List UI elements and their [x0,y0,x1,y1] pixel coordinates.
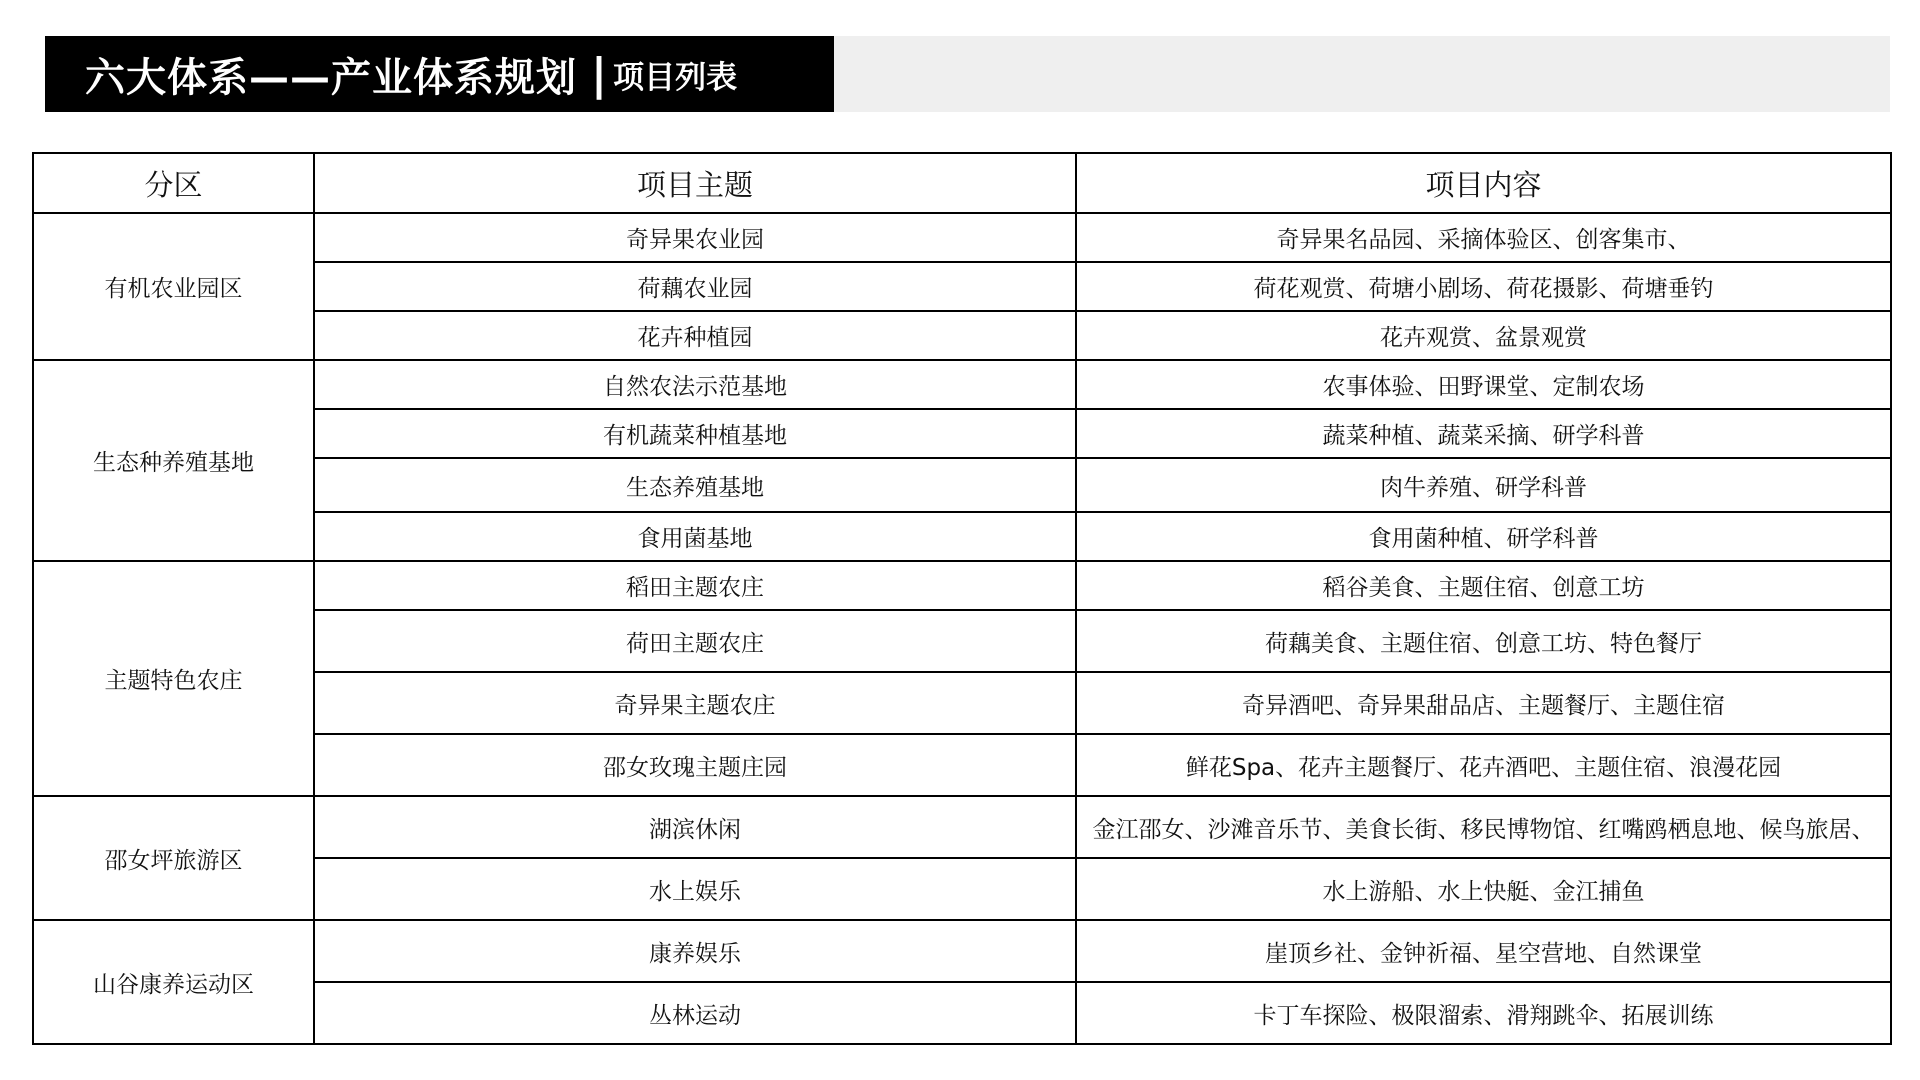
theme-cell: 水上娱乐 [314,858,1076,920]
column-header-zone: 分区 [33,153,314,213]
content-cell: 奇异酒吧、奇异果甜品店、主题餐厅、主题住宿 [1076,672,1891,734]
theme-cell: 邵女玫瑰主题庄园 [314,734,1076,796]
content-cell: 水上游船、水上快艇、金江捕鱼 [1076,858,1891,920]
table-row [33,796,1891,858]
page-title: 六大体系——产业体系规划 [85,54,577,101]
content-cell: 卡丁车探险、极限溜索、滑翔跳伞、拓展训练 [1076,982,1891,1044]
content-cell: 崖顶乡社、金钟祈福、星空营地、自然课堂 [1076,920,1891,982]
content-cell: 食用菌种植、研学科普 [1076,512,1891,561]
content-cell: 稻谷美食、主题住宿、创意工坊 [1076,561,1891,610]
zone-cell: 有机农业园区 [33,213,314,360]
table-header-row [33,153,1891,213]
content-cell: 肉牛养殖、研学科普 [1076,458,1891,512]
theme-cell: 奇异果主题农庄 [314,672,1076,734]
table-row [33,561,1891,610]
theme-cell: 自然农法示范基地 [314,360,1076,409]
title-bar [45,36,834,112]
theme-cell: 湖滨休闲 [314,796,1076,858]
column-header-content: 项目内容 [1076,153,1891,213]
zone-cell: 主题特色农庄 [33,561,314,796]
content-cell: 金江邵女、沙滩音乐节、美食长街、移民博物馆、红嘴鸥栖息地、候鸟旅居、 [1076,796,1891,858]
theme-cell: 康养娱乐 [314,920,1076,982]
theme-cell: 有机蔬菜种植基地 [314,409,1076,458]
content-cell: 奇异果名品园、采摘体验区、创客集市、 [1076,213,1891,262]
zone-cell: 山谷康养运动区 [33,920,314,1044]
column-header-theme: 项目主题 [314,153,1076,213]
theme-cell: 花卉种植园 [314,311,1076,360]
content-cell: 荷花观赏、荷塘小剧场、荷花摄影、荷塘垂钓 [1076,262,1891,311]
title-band [834,36,1890,112]
theme-cell: 食用菌基地 [314,512,1076,561]
content-cell: 花卉观赏、盆景观赏 [1076,311,1891,360]
content-cell: 蔬菜种植、蔬菜采摘、研学科普 [1076,409,1891,458]
title-separator: | [591,48,608,100]
page-subtitle: 项目列表 [613,59,738,96]
content-cell: 农事体验、田野课堂、定制农场 [1076,360,1891,409]
theme-cell: 稻田主题农庄 [314,561,1076,610]
project-table [32,152,1892,1045]
content-cell: 鲜花Spa、花卉主题餐厅、花卉酒吧、主题住宿、浪漫花园 [1076,734,1891,796]
table-row [33,213,1891,262]
table-row [33,920,1891,982]
zone-cell: 邵女坪旅游区 [33,796,314,920]
content-cell: 荷藕美食、主题住宿、创意工坊、特色餐厅 [1076,610,1891,672]
theme-cell: 生态养殖基地 [314,458,1076,512]
theme-cell: 丛林运动 [314,982,1076,1044]
zone-cell: 生态种养殖基地 [33,360,314,561]
theme-cell: 荷藕农业园 [314,262,1076,311]
theme-cell: 奇异果农业园 [314,213,1076,262]
table-row [33,360,1891,409]
theme-cell: 荷田主题农庄 [314,610,1076,672]
